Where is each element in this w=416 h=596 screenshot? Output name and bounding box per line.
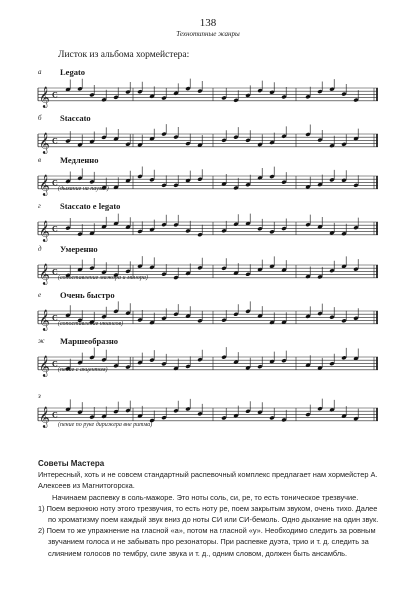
exercise-title: Legato	[60, 67, 86, 77]
exercise-letter: д	[38, 245, 42, 253]
exercise-letter: в	[38, 156, 42, 164]
exercise-title: Очень быстро	[60, 290, 115, 300]
exercise-note: (пение с акцентом)	[58, 367, 108, 373]
paragraph: Начинаем распевку в соль-мажоре. Это ноты соль, си, ре, то есть тоническое трезвучие.	[52, 492, 359, 502]
time-signature: C	[52, 178, 58, 188]
treble-clef-icon: 𝄞	[39, 174, 50, 196]
exercise-title: Умеренно	[60, 244, 98, 254]
list-item: 1) Поем верхнюю ноту этого трезвучия, то есть ноту ре, поем закрытым звуком, очень тихо. Далее по хроматизму поем каждый звук вниз до ноты СИ или СИ-бемоль. Одно дыхание на один звук.	[38, 503, 379, 525]
treble-clef-icon: 𝄞	[39, 86, 50, 108]
time-signature: C	[52, 359, 58, 369]
treble-clef-icon: 𝄞	[39, 132, 50, 154]
time-signature: C	[52, 410, 58, 420]
exercise-note: (пение по руке дирижера вне ритма)	[58, 422, 153, 428]
treble-clef-icon: 𝄞	[39, 355, 50, 377]
paragraph: Интересный, хоть и не совсем стандартный распевочный комплекс предлагает нам хормейстер А. Алексеев из Магнитогорска.	[38, 470, 378, 491]
treble-clef-icon: 𝄞	[39, 309, 50, 331]
music-staff	[38, 400, 380, 440]
exercise-title: Staccato e legato	[60, 201, 121, 211]
time-signature: C	[52, 267, 58, 277]
masters-advice	[38, 458, 380, 559]
exercise-letter: е	[38, 291, 42, 299]
exercise-letter: а	[38, 68, 42, 76]
exercise-letter: з	[38, 392, 41, 400]
exercise-title: Маршеобразно	[60, 336, 118, 346]
exercise-note: (сопоставление мажора и минора)	[58, 275, 148, 281]
section-heading: Советы Мастера	[38, 459, 105, 468]
exercise-title: Staccato	[60, 113, 91, 123]
treble-clef-icon: 𝄞	[39, 406, 50, 428]
running-head: Технотипные жанры	[176, 30, 240, 38]
time-signature: C	[52, 224, 58, 234]
exercise-note: (сопоставление нюансов)	[58, 321, 124, 327]
time-signature: C	[52, 90, 58, 100]
exercise-letter: б	[38, 114, 42, 122]
treble-clef-icon: 𝄞	[39, 263, 50, 285]
exercise-title: Медленно	[60, 155, 99, 165]
page-number: 138	[199, 17, 217, 29]
treble-clef-icon: 𝄞	[39, 220, 50, 242]
exercise-letter: ж	[38, 337, 45, 345]
list-item: 2) Поем то же упражнение на гласной «а», потом на гласной «у». Необходимо следить за ровным звучанием голоса и не забывать про резонаторы. При распевке дуэта, трио и т. д. следить за слиянием голосов по тембру, силе звука и т. д., одним словом, должен быть ансамбль.	[38, 526, 376, 558]
exercise-note: (дыхание на паузах)	[58, 186, 109, 192]
intro-caption: Листок из альбома хормейстера:	[58, 50, 190, 60]
time-signature: C	[52, 313, 58, 323]
time-signature: C	[52, 136, 58, 146]
exercise-letter: г	[38, 202, 41, 210]
